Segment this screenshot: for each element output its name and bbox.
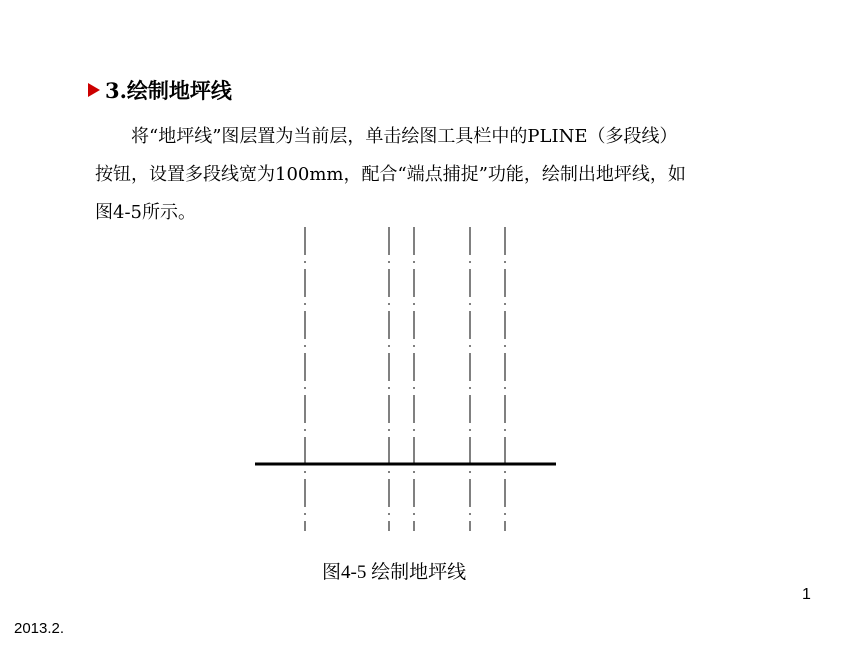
section-heading: [88, 76, 232, 104]
paragraph-line: 将“地坪线”图层置为当前层，单击绘图工具栏中的PLINE（多段线）: [131, 126, 678, 147]
section-heading-text: 3.绘制地坪线: [105, 78, 232, 103]
ground-line-figure: [250, 225, 560, 535]
page-number: 1: [802, 586, 811, 603]
body-paragraph: [95, 118, 807, 232]
arrow-bullet-icon: [88, 83, 100, 97]
paragraph-line: 按钮，设置多段线宽为100mm，配合“端点捕捉”功能，绘制出地坪线，如: [95, 164, 686, 185]
figure-caption: 图4-5 绘制地坪线: [322, 562, 467, 583]
paragraph-line: 图4-5所示。: [95, 202, 196, 223]
footer-date: 2013.2.: [14, 620, 65, 637]
